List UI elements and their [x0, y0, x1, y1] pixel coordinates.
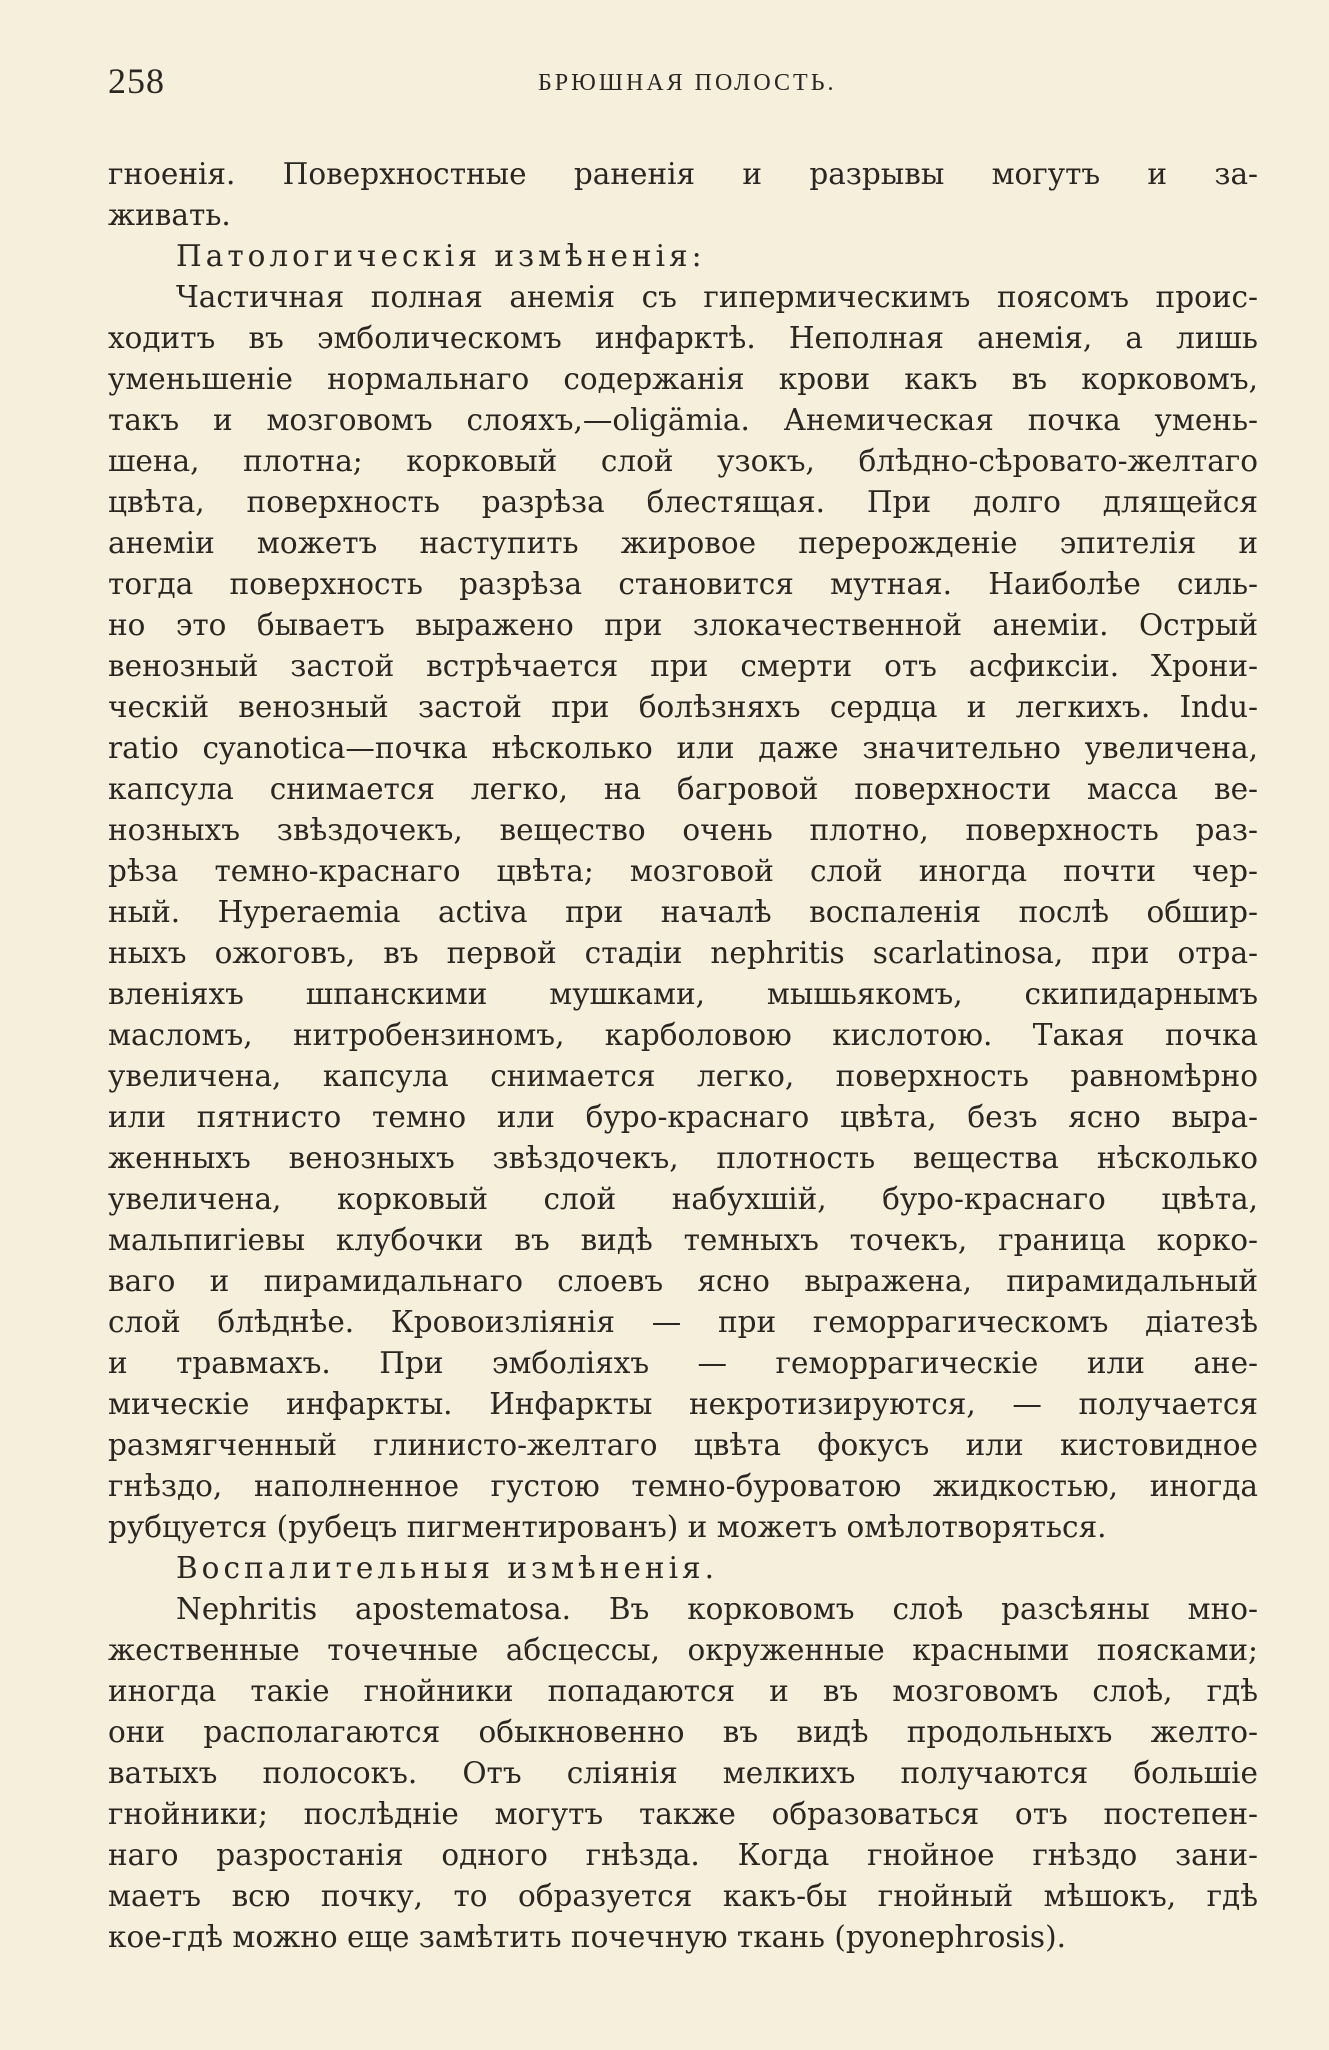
text-line: мическіе инфаркты. Инфаркты некротизируются, — получается [108, 1387, 1258, 1421]
text-line: Частичная полная анемія съ гипермическимъ поясомъ проис- [176, 280, 1258, 314]
text-line: и травмахъ. При эмболіяхъ — геморрагическіе или ане- [108, 1346, 1258, 1380]
text-line: ный. Hyperaemia activa при началѣ воспаленія послѣ обшир- [108, 895, 1258, 929]
text-line: наго разростанія одного гнѣзда. Когда гнойное гнѣздо зани- [108, 1838, 1258, 1872]
text-line: ratio cyanotica—почка нѣсколько или даже значительно увеличена, [108, 731, 1258, 765]
text-line: или пятнисто темно или буро-краснаго цвѣта, безъ ясно выра- [108, 1100, 1258, 1134]
text-line: венозный застой встрѣчается при смерти отъ асфиксіи. Хрони- [108, 649, 1258, 683]
text-line: жественные точечные абсцессы, окруженные красными поясками; [108, 1633, 1258, 1667]
text-line: вленіяхъ шпанскими мушками, мышьякомъ, скипидарнымъ [108, 977, 1258, 1011]
text-line: гнѣздо, наполненное густою темно-буроватою жидкостью, иногда [108, 1469, 1258, 1503]
text-line: маетъ всю почку, то образуется какъ-бы гнойный мѣшокъ, гдѣ [108, 1879, 1258, 1913]
text-line: мальпигіевы клубочки въ видѣ темныхъ точекъ, граница корко- [108, 1223, 1258, 1257]
running-title: БРЮШНАЯ ПОЛОСТЬ. [538, 70, 837, 96]
body-text [108, 154, 1258, 1958]
text-line: цвѣта, поверхность разрѣза блестящая. При долго длящейся [108, 485, 1258, 519]
text-line: ваго и пирамидальнаго слоевъ ясно выражена, пирамидальный [108, 1264, 1258, 1298]
text-line: рѣза темно-краснаго цвѣта; мозговой слой иногда почти чер- [108, 854, 1258, 888]
text-line: ныхъ ожоговъ, въ первой стадіи nephritis scarlatinosa, при отра- [108, 936, 1258, 970]
text-line: тогда поверхность разрѣза становится мутная. Наиболѣе силь- [108, 567, 1258, 601]
text-line: гноенія. Поверхностные раненія и разрывы могутъ и за- [108, 157, 1258, 191]
text-line: капсула снимается легко, на багровой поверхности масса ве- [108, 772, 1258, 806]
page-number: 258 [108, 61, 165, 101]
text-line: уменьшеніе нормальнаго содержанія крови какъ въ корковомъ, [108, 362, 1258, 396]
text-line: но это бываетъ выражено при злокачественной анеміи. Острый [108, 608, 1258, 642]
text-line: они располагаются обыкновенно въ видѣ продольныхъ желто- [108, 1715, 1258, 1749]
text-line: такъ и мозговомъ слояхъ,—oligämia. Анемическая почка умень- [108, 403, 1258, 437]
section-heading-inflammatory-changes: Воспалительныя измѣненія. [176, 1551, 719, 1585]
text-line: рубцуется (рубецъ пигментированъ) и можетъ омѣлотворяться. [108, 1510, 1107, 1544]
text-line: увеличена, корковый слой набухшій, буро-краснаго цвѣта, [108, 1182, 1258, 1216]
text-line: нозныхъ звѣздочекъ, вещество очень плотно, поверхность раз- [108, 813, 1258, 847]
section-heading-pathological-changes: Патологическія измѣненія: [176, 239, 706, 273]
book-page [108, 60, 1258, 1958]
text-line: размягченный глинисто-желтаго цвѣта фокусъ или кистовидное [108, 1428, 1258, 1462]
text-line: живать. [108, 198, 231, 232]
text-line: шена, плотна; корковый слой узокъ, блѣдно-сѣровато-желтаго [108, 444, 1258, 478]
text-line: женныхъ венозныхъ звѣздочекъ, плотность вещества нѣсколько [108, 1141, 1258, 1175]
text-line: ватыхъ полосокъ. Отъ сліянія мелкихъ получаются большіе [108, 1756, 1258, 1790]
text-line: ческій венозный застой при болѣзняхъ сердца и легкихъ. Indu- [108, 690, 1258, 724]
text-line: анеміи можетъ наступить жировое перерожденіе эпителія и [108, 526, 1258, 560]
text-line: кое-гдѣ можно еще замѣтить почечную ткань (pyonephrosis). [108, 1920, 1066, 1954]
text-line: ходитъ въ эмболическомъ инфарктѣ. Неполная анемія, а лишь [108, 321, 1258, 355]
text-line: увеличена, капсула снимается легко, поверхность равномѣрно [108, 1059, 1258, 1093]
text-line: иногда такіе гнойники попадаются и въ мозговомъ слоѣ, гдѣ [108, 1674, 1258, 1708]
running-head [108, 60, 1258, 110]
text-line: масломъ, нитробензиномъ, карболовою кислотою. Такая почка [108, 1018, 1258, 1052]
text-line: слой блѣднѣе. Кровоизліянія — при геморрагическомъ діатезѣ [108, 1305, 1258, 1339]
text-line: Nephritis apostematosa. Въ корковомъ слоѣ разсѣяны мно- [176, 1592, 1258, 1626]
text-line: гнойники; послѣдніе могутъ также образоваться отъ постепен- [108, 1797, 1258, 1831]
